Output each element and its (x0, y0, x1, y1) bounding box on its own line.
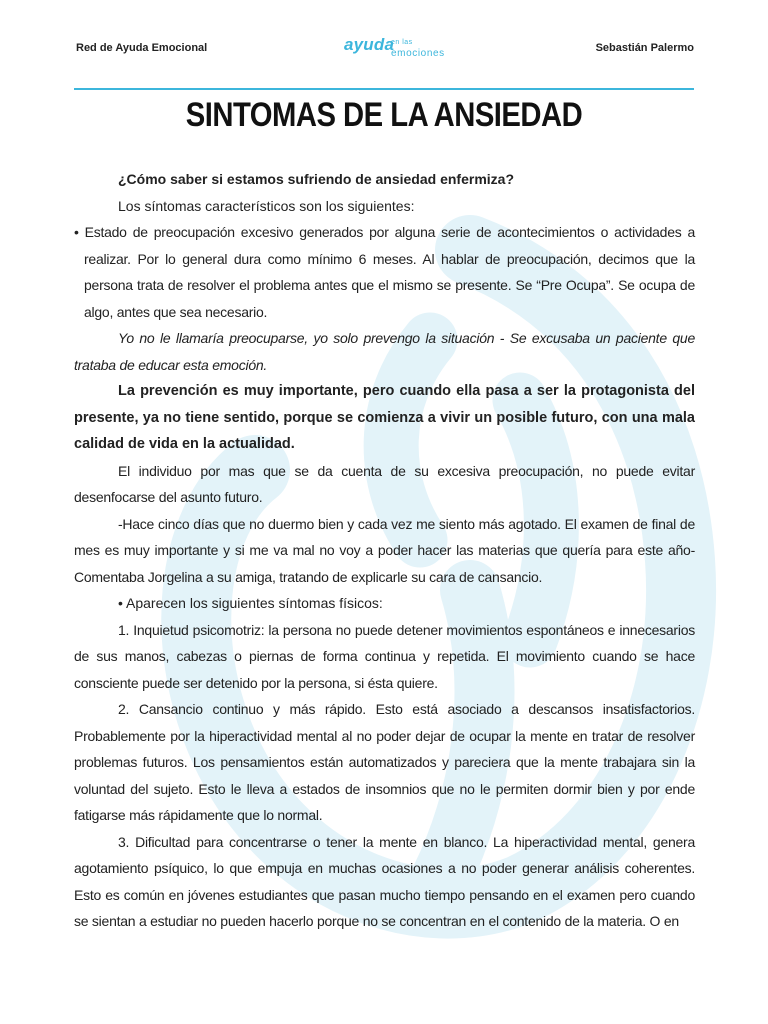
emphasis-paragraph: La prevención es muy importante, pero cuando ella pasa a ser la protagonista del presente, ya no tiene sentido, porque se comienza a vivir un posible futuro, con una mala calidad de vida en la actualidad. (74, 383, 695, 452)
logo-sub-bottom: emociones (391, 48, 445, 59)
bullet-heading: • Aparecen los siguientes síntomas físicos: (118, 595, 383, 611)
list-item: 2. Cansancio continuo y más rápido. Esto está asociado a descansos insatisfactorios. Probablemente por la hiperactividad mental al no poder dejar de ocupar la mente en tratar de resolver problemas futuros. Los pensamientos están automatizados y pareciera que la mente trabajara sin la voluntad del sujeto. Esto le lleva a estados de insomnios que no le permiten dormir bien y por ende fatigarse más rápidamente que lo normal. (74, 701, 695, 823)
list-item: 1. Inquietud psicomotriz: la persona no puede detener movimientos espontáneos e innecesarios de sus manos, cabezas o piernas de forma continua y repetida. El movimiento cuando se hace consciente puede ser detenido por la persona, si ésta quiere. (74, 621, 695, 691)
list-item: 3. Dificultad para concentrarse o tener la mente en blanco. La hiperactividad mental, genera agotamiento psíquico, lo que empuja en muchas ocasiones a no poder generar análisis coherentes. Esto es común en jóvenes estudiantes que pasan mucho tiempo pensando en el examen pero cuando se sientan a estudiar no pueden hacerlo porque no se concentran en el contenido de la materia. O en (74, 833, 695, 929)
page-header (76, 35, 694, 70)
header-divider (74, 88, 694, 90)
quote-paragraph: Yo no le llamaría preocuparse, yo solo prevengo la situación - Se excusaba un paciente que trataba de educar esta emoción. (74, 330, 695, 373)
dialogue-paragraph: -Hace cinco días que no duermo bien y cada vez me siento más agotado. El examen de final de mes es muy importante y si me va mal no voy a poder hacer las materias que quería para este año- Comentaba Jorgelina a su amiga, tratando de explicarle su cara de cansancio. (74, 515, 695, 585)
bullet-paragraph: • Estado de preocupación excesivo generados por alguna serie de acontecimientos o actividades a realizar. Por lo general dura como mínimo 6 meses. Al hablar de preocupación, decimos que la persona trata de resolver el problema antes que el mismo se presente. Se “Pre Ocupa”. Se ocupa de algo, antes que sea necesario. (74, 224, 695, 320)
intro-paragraph: Los síntomas característicos son los siguientes: (118, 197, 415, 214)
header-organization: Red de Ayuda Emocional (76, 42, 208, 54)
logo-main-text: ayuda (344, 35, 395, 54)
question-heading: ¿Cómo saber si estamos sufriendo de ansiedad enfermiza? (118, 171, 514, 187)
page-title: SINTOMAS DE LA ANSIEDAD (185, 96, 583, 134)
header-author: Sebastián Palermo (595, 42, 694, 54)
document-body (74, 166, 695, 935)
logo-sub-top: en las (391, 39, 413, 46)
body-paragraph: El individuo por mas que se da cuenta de su excesiva preocupación, no puede evitar desenfocarse del asunto futuro. (74, 462, 695, 505)
brand-logo (344, 35, 445, 67)
